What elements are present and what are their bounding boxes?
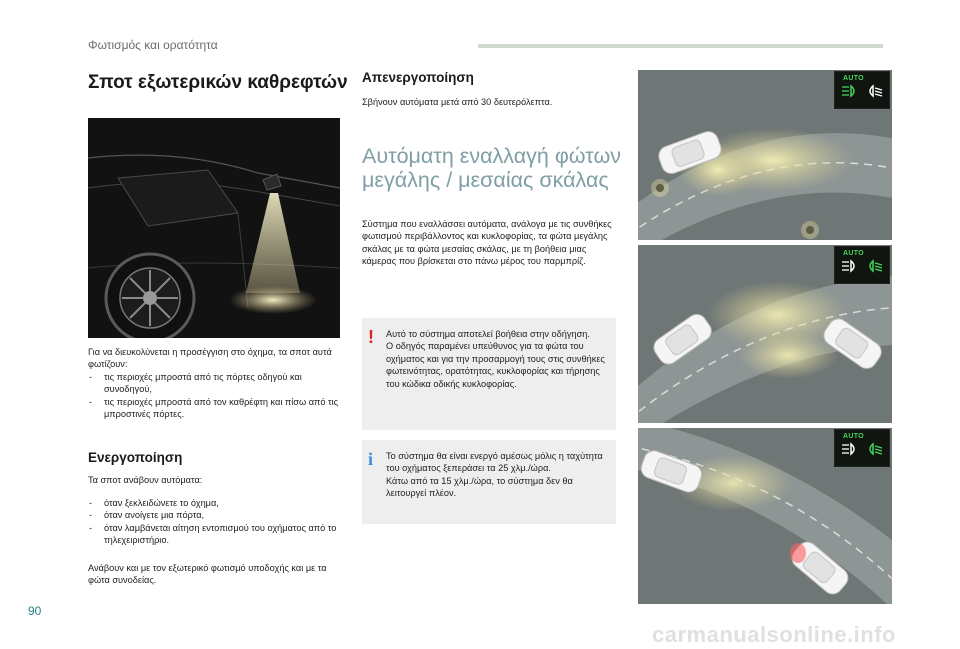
list-item: - τις περιοχές μπροστά από τις πόρτες οδηγού και συνοδηγού, bbox=[88, 371, 342, 396]
mirror-spot-illustration bbox=[88, 118, 340, 338]
list-item: - τις περιοχές μπροστά από τον καθρέφτη και πίσω από τις μπροστινές πόρτες. bbox=[88, 396, 342, 421]
activation-intro: Τα σποτ ανάβουν αυτόματα: bbox=[88, 475, 203, 485]
high-beam-scene-illustration bbox=[638, 70, 892, 240]
running-header: Φωτισμός και ορατότητα bbox=[88, 38, 218, 52]
auto-beam-indicator-low bbox=[834, 246, 890, 284]
low-beam-icon bbox=[865, 442, 883, 456]
list-item: - όταν ξεκλειδώνετε το όχημα, bbox=[88, 497, 342, 509]
header-rule bbox=[478, 44, 883, 48]
high-beam-icon bbox=[841, 84, 859, 98]
warning-icon: ! bbox=[368, 327, 374, 347]
warning-text: Αυτό το σύστημα αποτελεί βοήθεια στην οδήγηση. Ο οδηγός παραμένει υπεύθυνος για τα φώτα του οχήματος και για την προσαρμογή τους στις συνθήκες φωτεινότητας, ορατότητας, κυκλοφορίας και τήρησης του κώδικα οδικής κυκλοφορίας. bbox=[386, 329, 605, 389]
oncoming-traffic-scene-illustration bbox=[638, 245, 892, 423]
mirror-spots-areas-list bbox=[88, 371, 342, 421]
activation-heading: Ενεργοποίηση bbox=[88, 450, 183, 465]
auto-label: AUTO bbox=[843, 250, 864, 257]
info-note bbox=[362, 440, 616, 524]
auto-label: AUTO bbox=[843, 433, 864, 440]
list-item: - όταν ανοίγετε μια πόρτα, bbox=[88, 509, 342, 521]
mirror-spots-intro: Για να διευκολύνεται η προσέγγιση στο όχημα, τα σποτ αυτά φωτίζουν: bbox=[88, 347, 332, 370]
activation-outro: Ανάβουν και με τον εξωτερικό φωτισμό υποδοχής και με τα φώτα συνοδείας. bbox=[88, 563, 327, 586]
auto-beam-description: Σύστημα που εναλλάσσει αυτόματα, ανάλογα με τις συνθήκες φωτισμού περιβάλλοντος και κυκλοφορίας, τα φώτα μεγάλης σκάλας με τα φώτα μεσαίας σκάλας, με τη βοήθεια μιας κάμερας που βρίσκεται στο πάνω μέρος του παρμπρίζ. bbox=[362, 219, 612, 267]
info-text: Το σύστημα θα είναι ενεργό αμέσως μόλις η ταχύτητα του οχήματος ξεπεράσει τα 25 χλμ./ώρα. Κάτω από τα 15 χλμ./ώρα, το σύστημα δεν θα λειτουργεί πλέον. bbox=[386, 451, 603, 499]
info-icon: i bbox=[368, 449, 374, 469]
deactivation-heading: Απενεργοποίηση bbox=[362, 70, 474, 85]
watermark: carmanualsonline.info bbox=[652, 622, 896, 647]
high-beam-icon bbox=[841, 259, 859, 273]
auto-label: AUTO bbox=[843, 75, 864, 82]
low-beam-icon bbox=[865, 259, 883, 273]
auto-beam-indicator-high bbox=[834, 71, 890, 109]
activation-conditions-list bbox=[88, 497, 342, 547]
low-beam-icon bbox=[865, 84, 883, 98]
warning-note bbox=[362, 318, 616, 430]
high-beam-icon bbox=[841, 442, 859, 456]
deactivation-text: Σβήνουν αυτόματα μετά από 30 δευτερόλεπτα. bbox=[362, 97, 553, 107]
auto-beam-heading: Αυτόματη εναλλαγή φώτων μεγάλης / μεσαίας σκάλας bbox=[362, 144, 621, 192]
list-item: - όταν λαμβάνεται αίτηση εντοπισμού του οχήματος από το τηλεχειριστήριο. bbox=[88, 522, 342, 547]
section-heading-mirror-spots: Σποτ εξωτερικών καθρεφτών bbox=[88, 72, 348, 93]
vehicle-ahead-scene-illustration bbox=[638, 428, 892, 604]
page-number: 90 bbox=[28, 604, 42, 618]
auto-beam-indicator-low-2 bbox=[834, 429, 890, 467]
